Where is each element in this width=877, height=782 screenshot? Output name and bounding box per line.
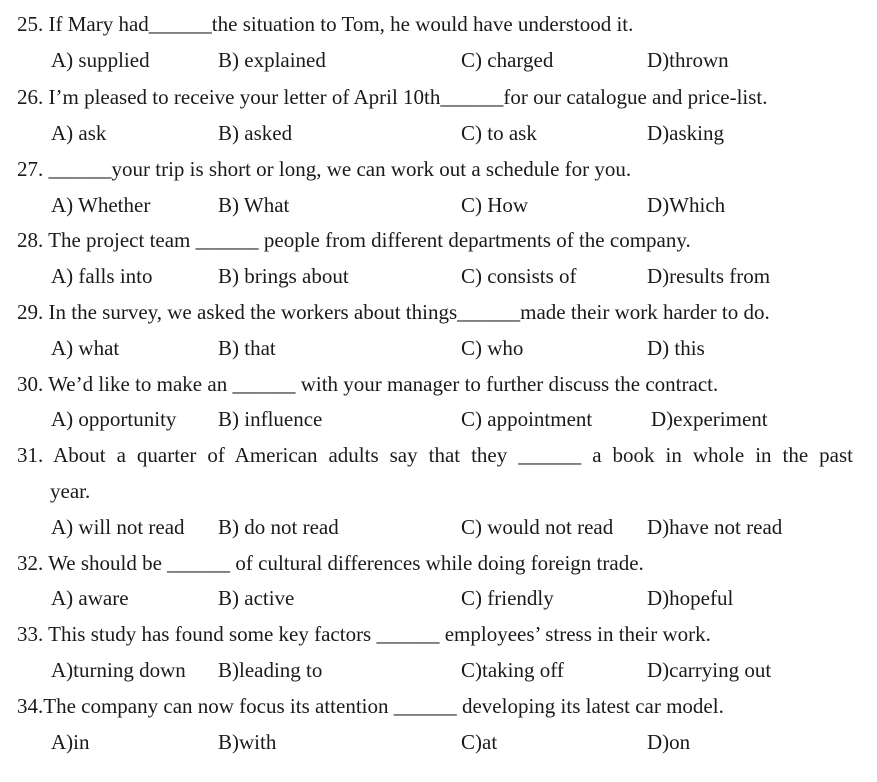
option-d[interactable]: D)Which (647, 193, 726, 217)
option-d[interactable]: D)carrying out (647, 658, 772, 682)
question-32-options (0, 584, 877, 612)
option-c[interactable]: C)taking off (461, 658, 564, 682)
option-d[interactable]: D)thrown (647, 48, 729, 72)
option-b[interactable]: B)with (218, 730, 277, 754)
option-c[interactable]: C) friendly (461, 586, 554, 610)
question-25-options (0, 46, 877, 74)
option-a[interactable]: A) ask (51, 121, 107, 145)
option-c[interactable]: C) who (461, 336, 524, 360)
question-27-stem: 27. ______your trip is short or long, we can work out a schedule for you. (17, 157, 632, 181)
option-a[interactable]: A) what (51, 336, 120, 360)
option-d[interactable]: D)hopeful (647, 586, 734, 610)
option-a[interactable]: A) aware (51, 586, 129, 610)
question-31-options (0, 513, 877, 541)
option-a[interactable]: A) opportunity (51, 407, 177, 431)
question-26-options (0, 119, 877, 147)
option-c[interactable]: C) charged (461, 48, 554, 72)
option-a[interactable]: A) Whether (51, 193, 151, 217)
option-d[interactable]: D)on (647, 730, 691, 754)
question-30-options (0, 405, 877, 433)
option-b[interactable]: B) that (218, 336, 276, 360)
option-d[interactable]: D)results from (647, 264, 771, 288)
option-b[interactable]: B) asked (218, 121, 293, 145)
option-a[interactable]: A) supplied (51, 48, 150, 72)
option-c[interactable]: C) How (461, 193, 529, 217)
option-c[interactable]: C)at (461, 730, 498, 754)
question-30-stem: 30. We’d like to make an ______ with your manager to further discuss the contract. (17, 372, 719, 396)
option-d[interactable]: D)asking (647, 121, 724, 145)
option-a[interactable]: A) will not read (51, 515, 185, 539)
question-32-stem: 32. We should be ______ of cultural differences while doing foreign trade. (17, 551, 644, 575)
question-33-options (0, 656, 877, 684)
option-a[interactable]: A)turning down (51, 658, 186, 682)
option-d[interactable]: D)have not read (647, 515, 783, 539)
option-a[interactable]: A) falls into (51, 264, 153, 288)
question-34-stem: 34.The company can now focus its attention ______ developing its latest car model. (17, 694, 724, 718)
option-b[interactable]: B) do not read (218, 515, 339, 539)
option-b[interactable]: B)leading to (218, 658, 323, 682)
option-b[interactable]: B) influence (218, 407, 323, 431)
question-27-options (0, 191, 877, 219)
option-b[interactable]: B) brings about (218, 264, 349, 288)
question-33-stem: 33. This study has found some key factors ______ employees’ stress in their work. (17, 622, 711, 646)
option-a[interactable]: A)in (51, 730, 90, 754)
option-c[interactable]: C) appointment (461, 407, 593, 431)
question-28-options (0, 262, 877, 290)
option-b[interactable]: B) What (218, 193, 290, 217)
question-31-stem-continued: year. (50, 479, 91, 503)
option-c[interactable]: C) consists of (461, 264, 577, 288)
question-29-stem: 29. In the survey, we asked the workers about things______made their work harder to do. (17, 300, 770, 324)
question-25-stem: 25. If Mary had______the situation to Tom, he would have understood it. (17, 12, 634, 36)
option-d[interactable]: D) this (647, 336, 705, 360)
option-c[interactable]: C) to ask (461, 121, 537, 145)
option-d[interactable]: D)experiment (651, 407, 768, 431)
option-b[interactable]: B) active (218, 586, 295, 610)
question-34-options (0, 728, 877, 756)
question-26-stem: 26. I’m pleased to receive your letter of April 10th______for our catalogue and price-list. (17, 85, 768, 109)
option-c[interactable]: C) would not read (461, 515, 614, 539)
question-29-options (0, 334, 877, 362)
option-b[interactable]: B) explained (218, 48, 326, 72)
question-28-stem: 28. The project team ______ people from different departments of the company. (17, 228, 691, 252)
question-31-stem: 31. About a quarter of American adults say that they ______ a book in whole in the past (17, 443, 853, 467)
